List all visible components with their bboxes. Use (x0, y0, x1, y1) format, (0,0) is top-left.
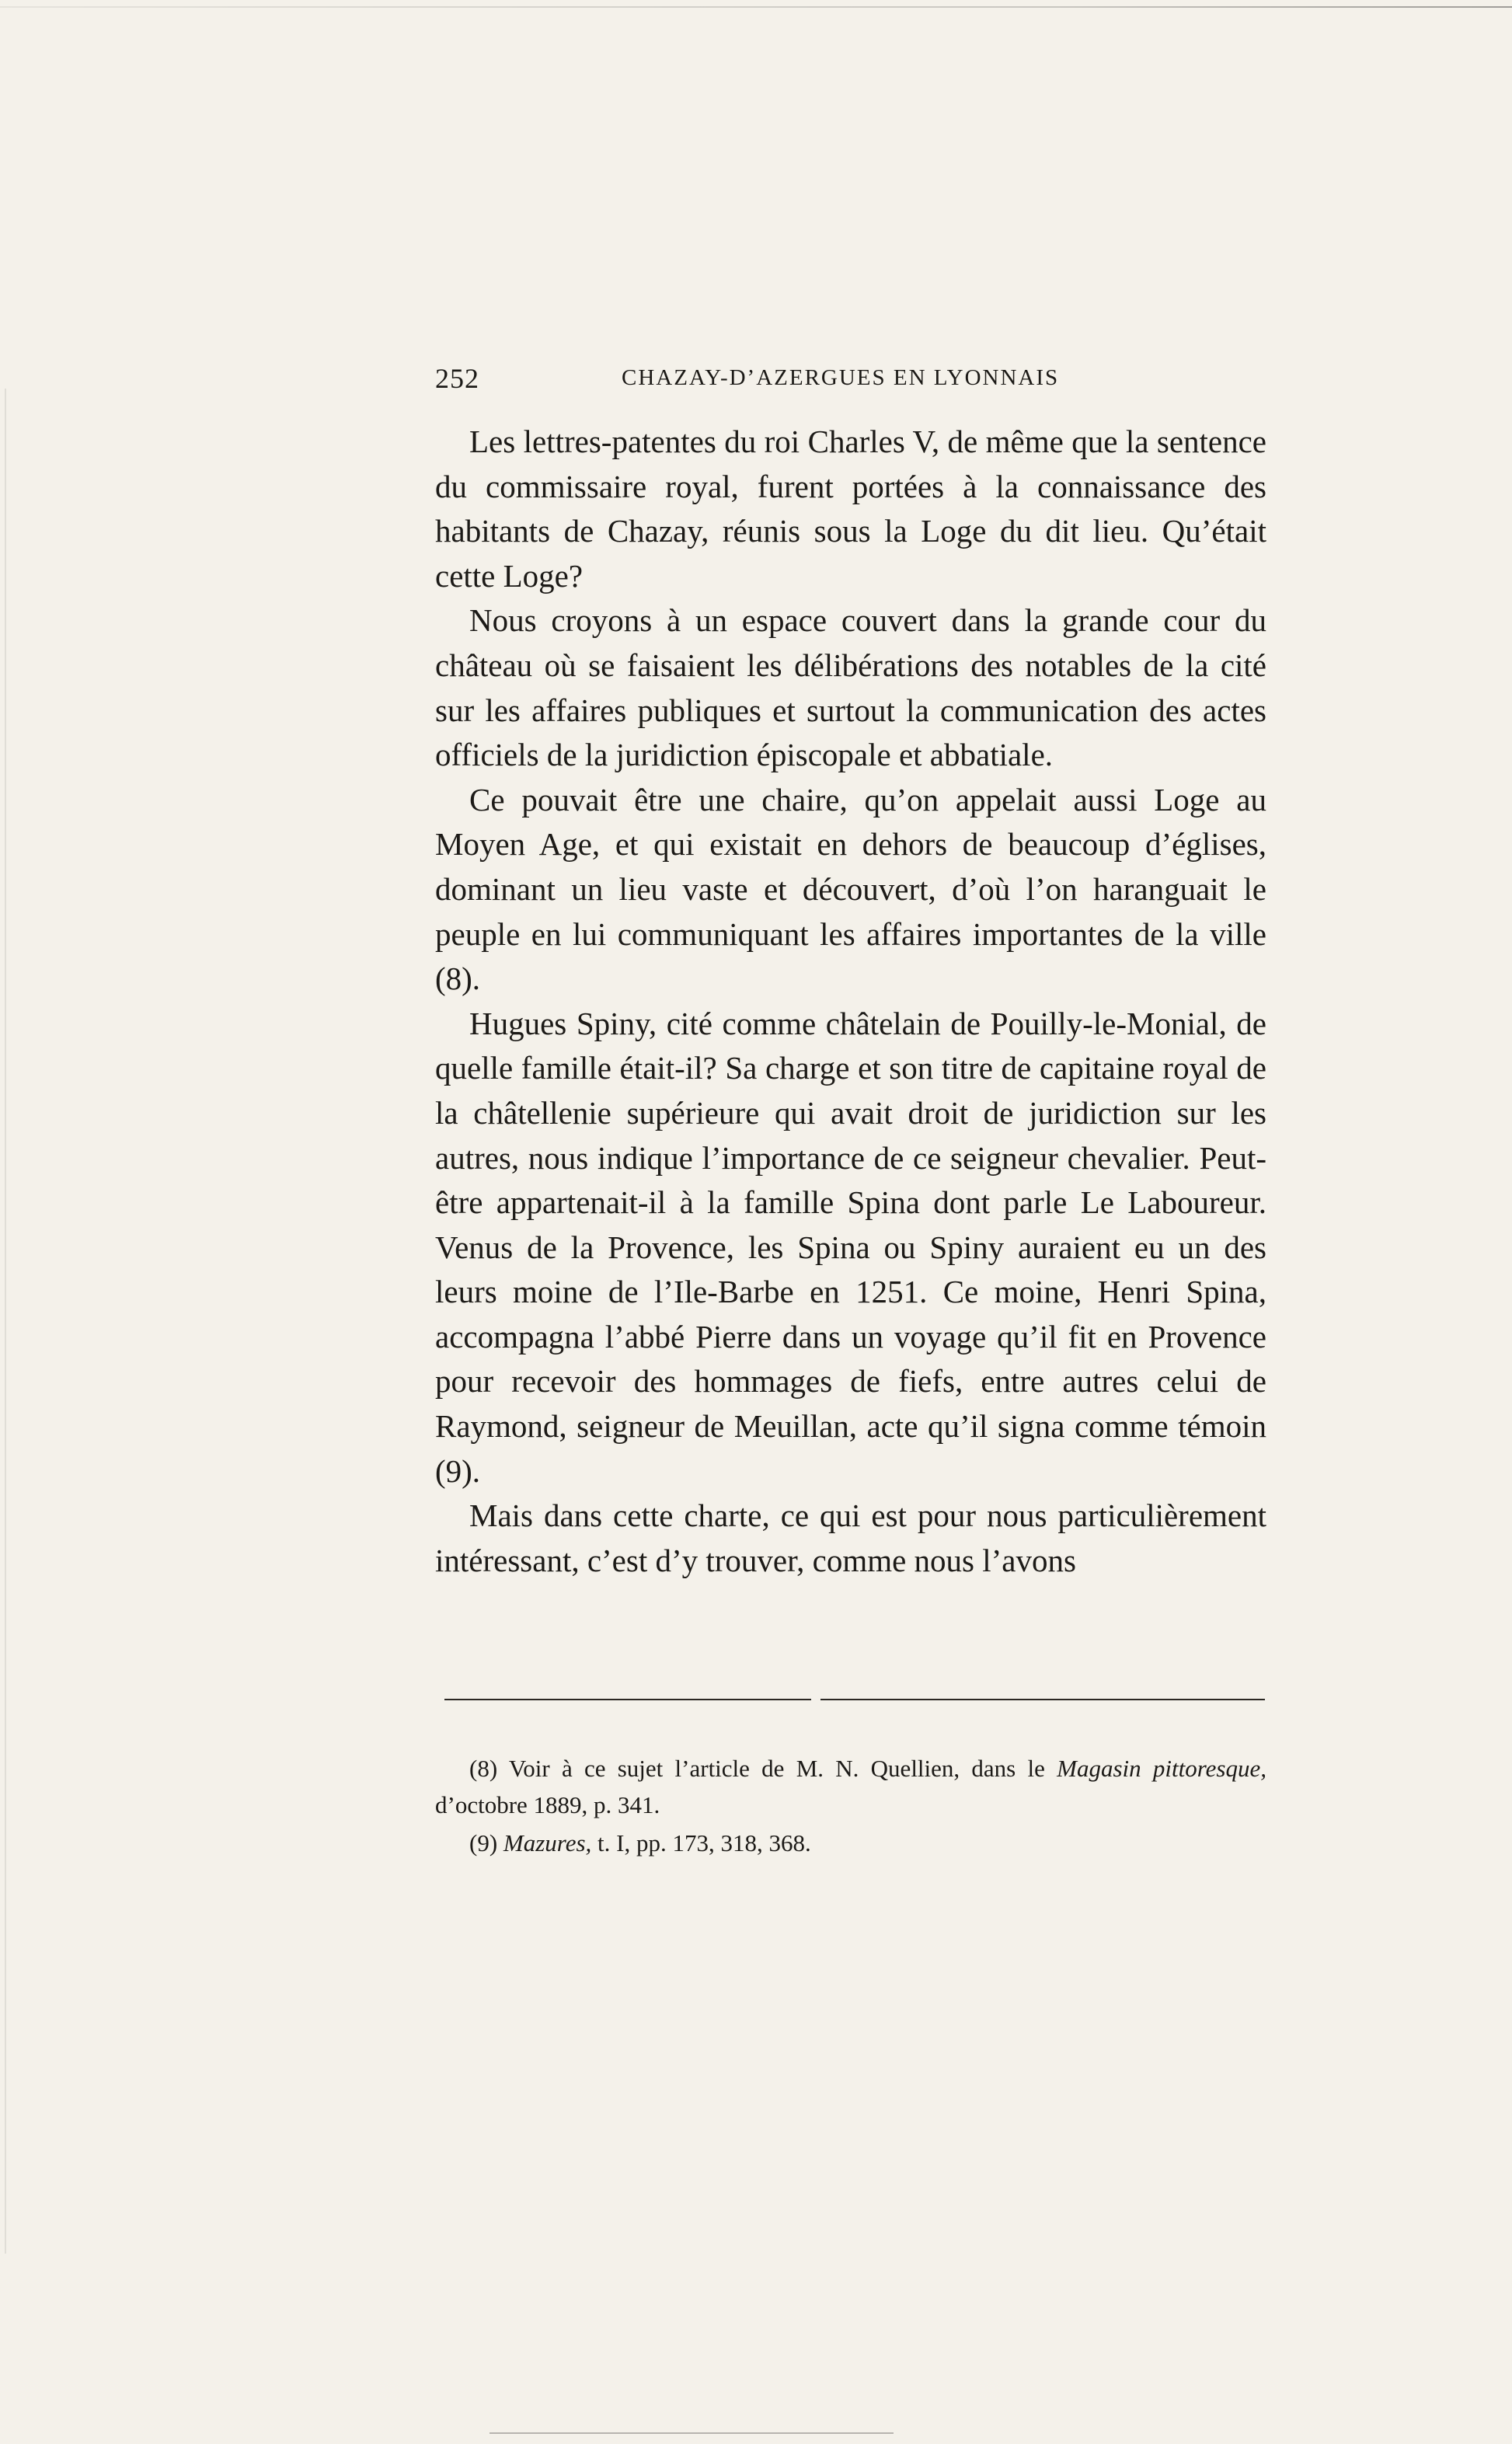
running-title: CHAZAY-D’AZERGUES EN LYONNAIS (622, 365, 1060, 390)
footnote-8-text-before: Voir à ce sujet l’article de M. N. Quellien, dans le (508, 1755, 1045, 1782)
footnote-9-text-after: t. I, pp. 173, 318, 368. (597, 1829, 811, 1857)
footnote-9-marker: (9) (469, 1829, 498, 1857)
page-number: 252 (435, 363, 479, 394)
paragraph-2: Nous croyons à un espace couvert dans la grande cour du château où se faisaient les délibérations des notables de la cité sur les affaires publiques et surtout la communication des actes officiels de la juridiction épiscopale et abbatiale. (435, 602, 1266, 773)
footnotes (435, 1750, 1266, 1863)
footnote-9-title: Mazures, (503, 1829, 592, 1857)
paragraph-3: Ce pouvait être une chaire, qu’on appelait aussi Loge au Moyen Age, et qui existait en dehors de beaucoup d’églises, dominant un lieu vaste et découvert, d’où l’on haranguait le peuple en lui communiquant les affaires importantes de la ville (8). (435, 781, 1266, 997)
page-header (435, 362, 1266, 401)
main-text (435, 420, 1266, 1583)
footnote-8 (435, 1750, 1266, 1823)
scan-edge-artifact-left (5, 389, 6, 2254)
footnote-separator-left (444, 1699, 811, 1700)
paragraph-1: Les lettres-patentes du roi Charles V, de même que la sentence du commissaire royal, furent portées à la connaissance des habitants de Chazay, réunis sous la Loge du dit lieu. Qu’était cette Loge? (435, 424, 1266, 594)
paragraph-5: Mais dans cette charte, ce qui est pour nous particulièrement intéressant, c’est d’y trouver, comme nous l’avons (435, 1497, 1266, 1578)
paragraph-4: Hugues Spiny, cité comme châtelain de Pouilly-le-Monial, de quelle famille était-il? Sa charge et son titre de capitaine royal de la châtellenie supérieure qui avait droit de juridiction sur les autres, nous indique l’importance de ce seigneur chevalier. Peut-être appartenait-il à la famille Spina dont parle Le Laboureur. Venus de la Provence, les Spina ou Spiny auraient eu un des leurs moine de l’Ile-Barbe en 1251. Ce moine, Henri Spina, accompagna l’abbé Pierre dans un voyage qu’il fit en Provence pour recevoir des hommages de fiefs, entre autres celui de Raymond, seigneur de Meuillan, acte qu’il signa comme témoin (9). (435, 1005, 1266, 1489)
scan-edge-artifact (0, 6, 1512, 8)
footnote-9 (435, 1825, 1266, 1861)
footnote-8-title: Magasin pittoresque, (1057, 1755, 1266, 1782)
footnote-8-text-after: d’octobre 1889, p. 341. (435, 1791, 660, 1818)
footnote-separator-right (820, 1699, 1265, 1700)
scan-bottom-artifact (489, 2432, 894, 2434)
footnote-8-marker: (8) (469, 1755, 498, 1782)
